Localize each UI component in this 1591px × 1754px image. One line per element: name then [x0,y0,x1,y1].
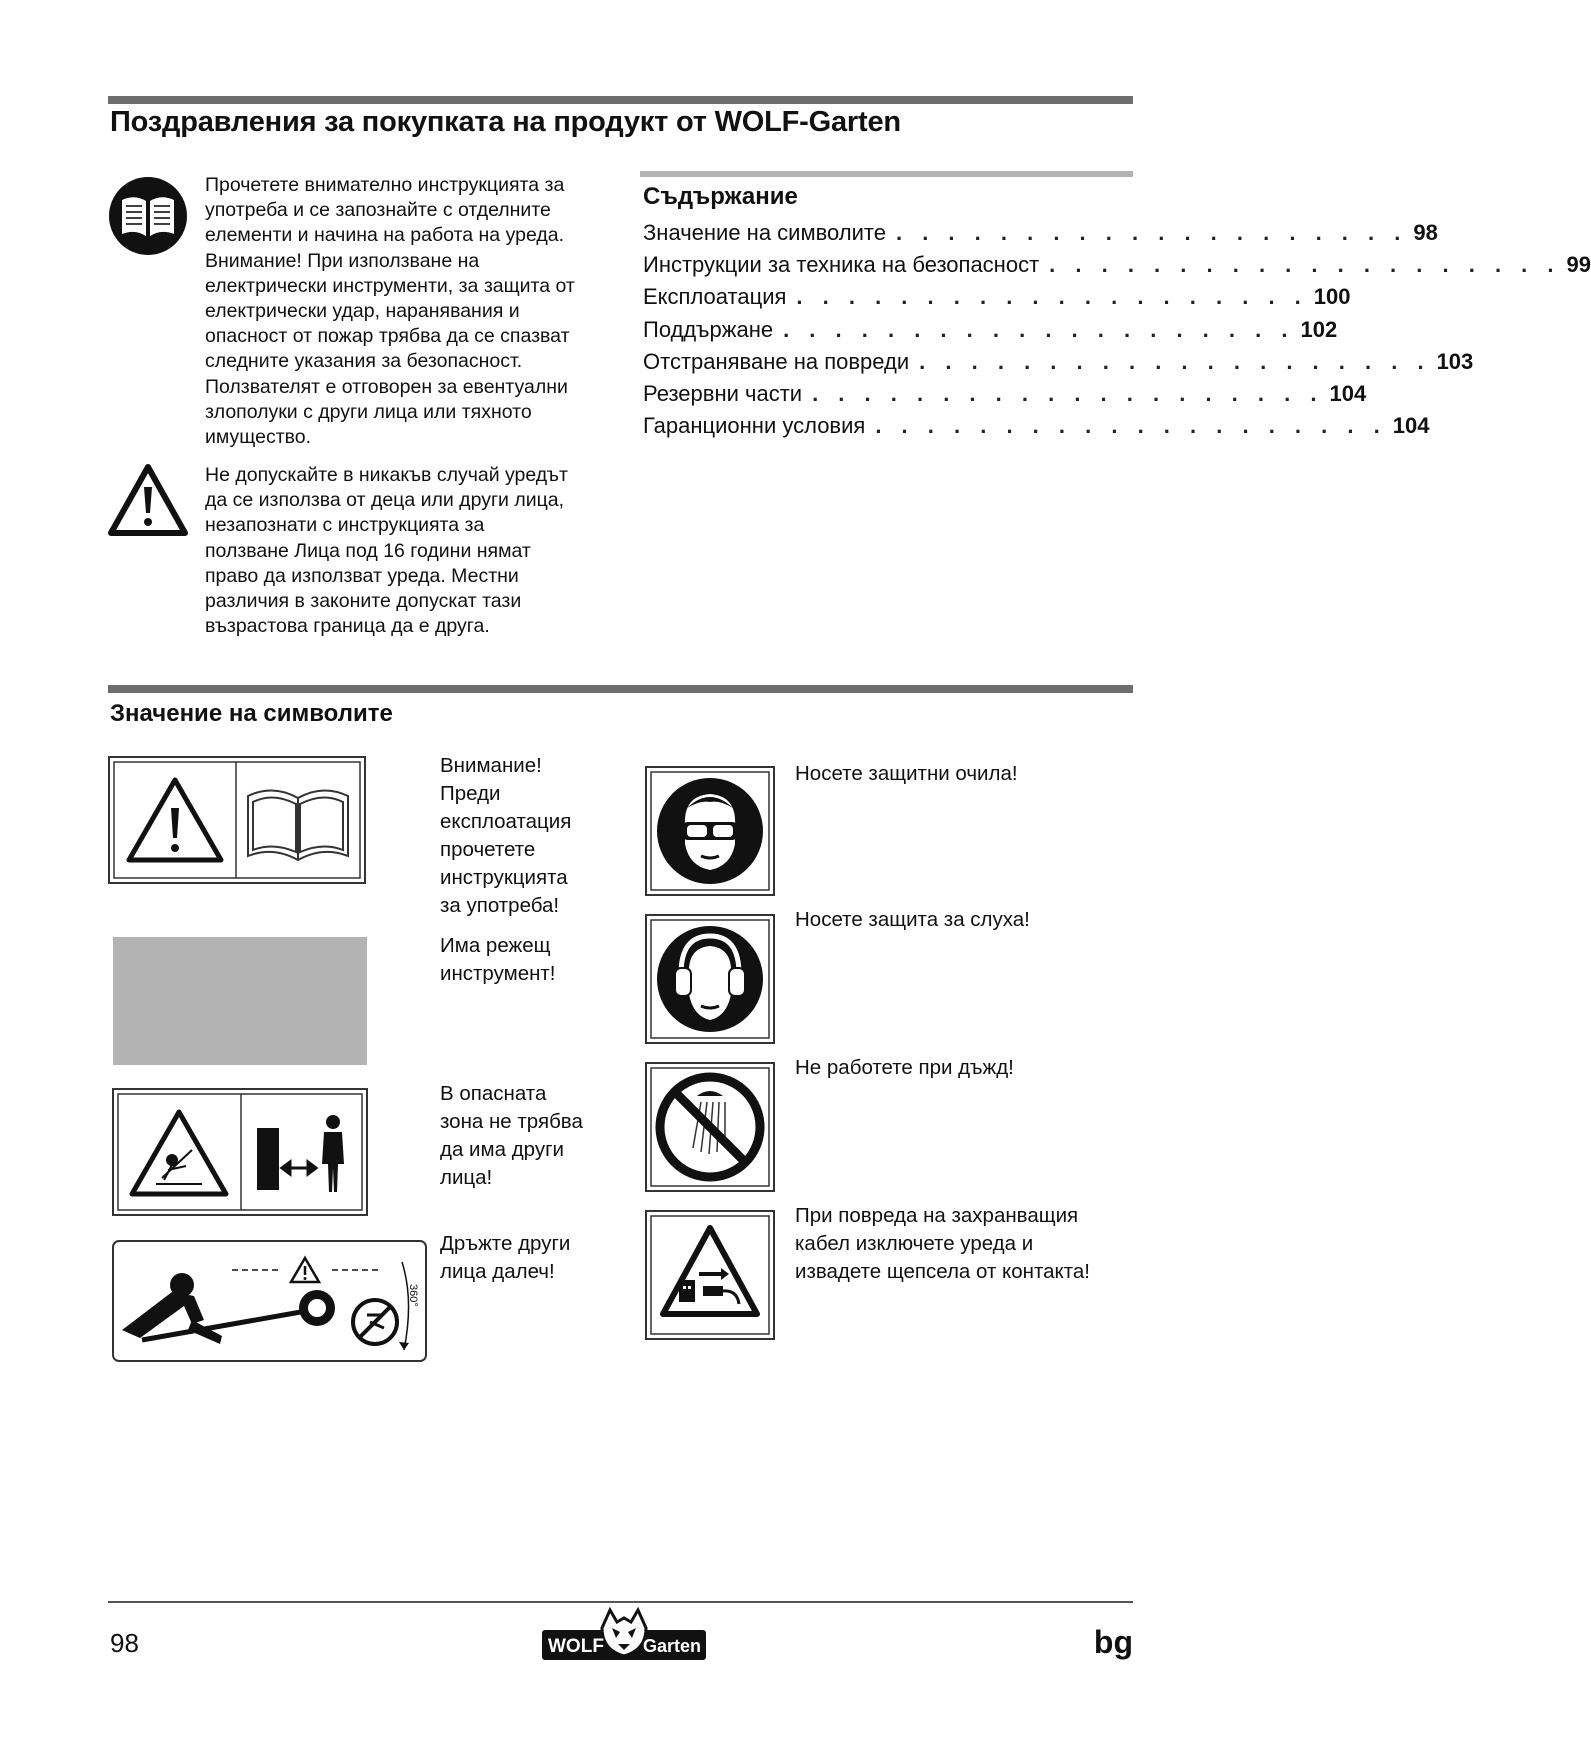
symbol-text-no-rain: Не работете при дъжд! [795,1056,1014,1079]
toc-item[interactable]: Резервни части . . . . . . . . . . . . . . . . . . . . 104 [643,380,1367,406]
toc-item[interactable]: Значение на символите . . . . . . . . . . . . . . . . . . . . 98 [643,220,1438,245]
page-title: Поздравления за покупката на продукт от WOLF-Garten [110,106,901,138]
danger-zone-icon [112,1088,368,1216]
logo-text-garten: Garten [643,1636,702,1656]
book-icon [108,176,188,256]
symbol-text-keep-away: Дръжте други лица далеч! [440,1232,571,1283]
toc-item[interactable]: Отстраняване на повреди . . . . . . . . . . . . . . . . . . . . 103 [643,348,1474,374]
footer-rule [108,1601,1133,1603]
symbol-text-hearing: Носете защита за слуха! [795,908,1030,931]
toc-item[interactable]: Експлоатация . . . . . . . . . . . . . . . . . . . . 100 [643,284,1351,310]
warning-icon [108,463,188,537]
top-rule [108,96,1133,104]
no-rain-icon [645,1062,775,1192]
page-number: 98 [110,1628,139,1658]
age-warning-paragraph: Не допускайте в никакъв случай уредът да се използва от деца или други лица, незапознати с инструкцията за ползване Лица под 16 години нямат право да използват уреда. Местни различия в законите допускат тази възрастова граница да е друга. [205,464,568,638]
symbol-text-warning-read: Внимание! Преди експлоатация прочетете инструкцията за употреба! [440,754,572,917]
symbol-text-cutting-tool: Има режещ инструмент! [440,934,556,985]
symbol-text-danger-zone: В опасната зона не трябва да има други лица! [440,1082,583,1189]
symbols-rule [108,685,1133,693]
toc-item[interactable]: Инструкции за техника на безопасност . . . . . . . . . . . . . . . . . . . . 99 [643,252,1591,278]
unplug-cable-icon [645,1210,775,1340]
toc-item[interactable]: Гаранционни условия . . . . . . . . . . . . . . . . . . . . 104 [643,413,1430,439]
wolf-garten-logo [540,1606,708,1664]
logo-text-wolf: WOLF [548,1636,604,1657]
toc-list [643,220,1591,445]
language-code: bg [1093,1624,1133,1660]
toc-title: Съдържание [643,183,798,210]
symbol-text-goggles: Носете защитни очила! [795,762,1018,785]
blank-symbol [113,937,367,1065]
keep-away-icon [112,1240,427,1362]
read-manual-paragraph: Прочетете внимателно инструкцията за употреба и се запознайте с отделните елементи и начина на работа на уреда. Внимание! При използване на електрически инструменти, за защита от електрически удар, наранявания и опасност от пожар трябва да се спазват следните указания за безопасност. Ползвателят е отговорен за евентуални злополуки с други лица или тяхното имущество. [205,174,575,449]
angle-label: 360° [407,1284,419,1307]
safety-goggles-icon [645,766,775,896]
toc-item[interactable]: Поддържане . . . . . . . . . . . . . . . . . . . . 102 [643,316,1338,342]
hearing-protection-icon [645,914,775,1044]
symbols-title: Значение на символите [110,700,393,727]
toc-rule [640,171,1133,177]
symbol-text-unplug: При повреда на захранващия кабел изключете уреда и извадете щепсела от контакта! [795,1204,1090,1283]
warning-read-manual-icon [108,756,366,884]
